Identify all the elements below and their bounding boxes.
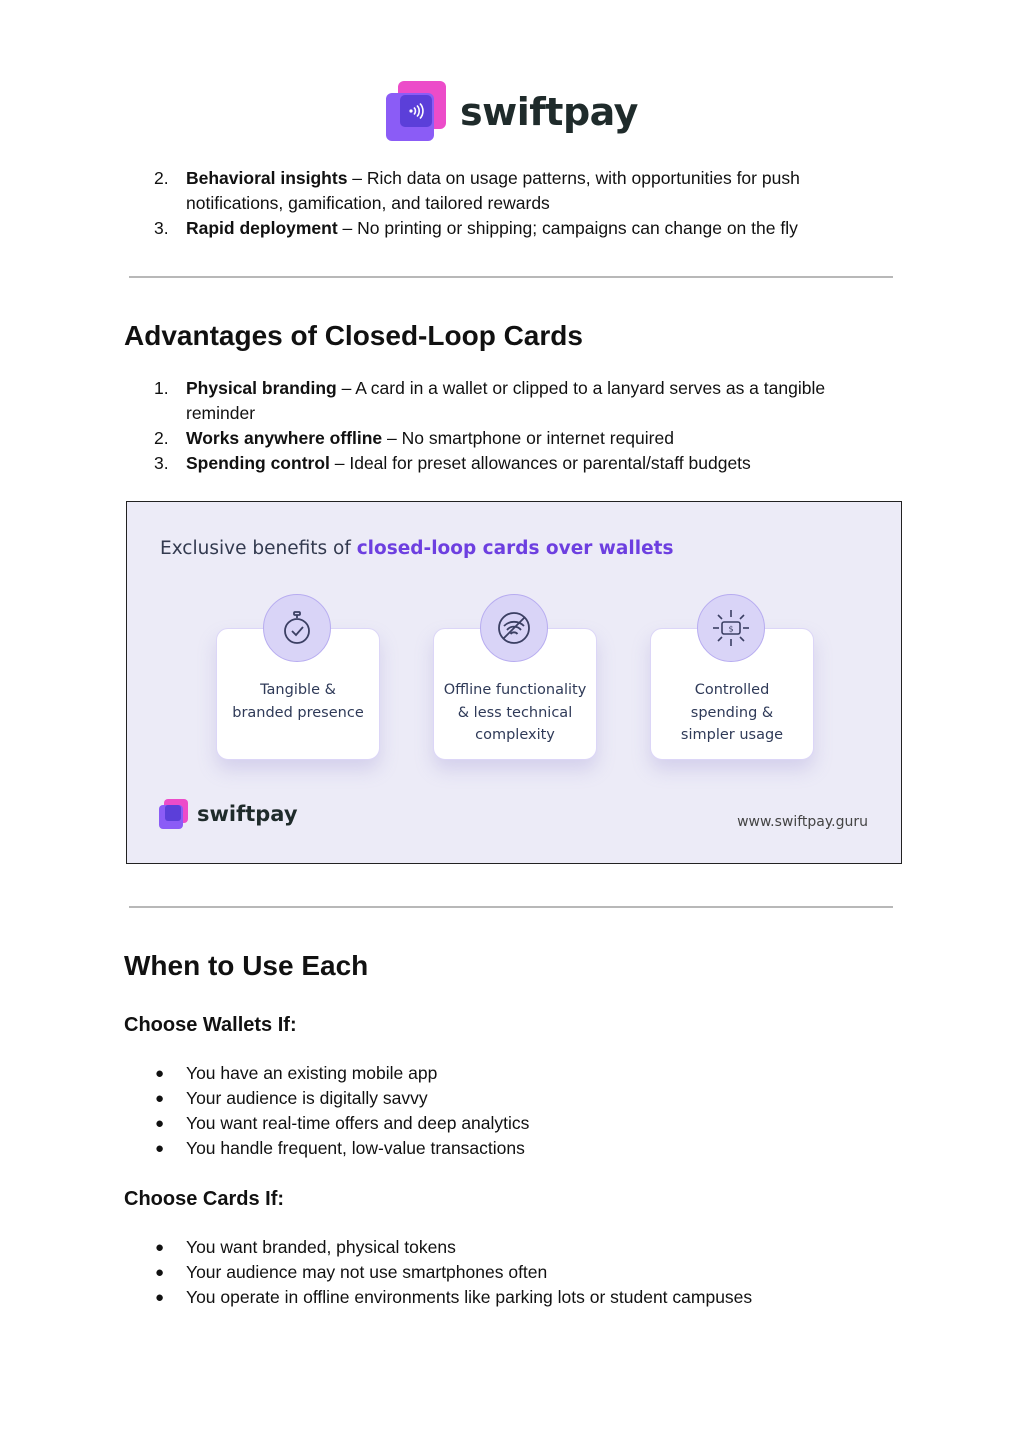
benefit-card-spending: Controlled spending & simpler usage: [650, 628, 814, 760]
list-item: ● You have an existing mobile app: [155, 1063, 438, 1083]
no-wifi-icon: [480, 594, 548, 662]
wallets-heading: Choose Wallets If:: [124, 1014, 297, 1036]
website-url: www.swiftpay.guru: [737, 814, 868, 830]
cards-heading: Choose Cards If:: [124, 1188, 285, 1210]
cards-list: [0, 1235, 892, 1310]
benefit-card-offline: Offline functionality & less technical complexity: [433, 628, 597, 760]
list-item: ● Your audience is digitally savvy: [155, 1088, 428, 1108]
benefit-card-tangible: Tangible & branded presence: [216, 628, 380, 760]
infographic-logo: swiftpay: [159, 799, 298, 829]
advantages-list: [0, 376, 1024, 476]
list-item: ● You handle frequent, low-value transactions: [155, 1138, 525, 1158]
list-item: ● You want real-time offers and deep analytics: [155, 1113, 530, 1133]
svg-text:$: $: [728, 624, 734, 634]
list-item: 1. Physical branding – A card in a wallet or clipped to a lanyard serves as a tangible reminder: [154, 378, 826, 423]
contactless-logo-icon: [386, 81, 448, 143]
list-item: ● Your audience may not use smartphones often: [155, 1262, 548, 1282]
contactless-logo-icon: [159, 799, 189, 829]
money-control-icon: [697, 594, 765, 662]
when-heading: When to Use Each: [124, 950, 369, 981]
divider: [129, 906, 893, 908]
list-item: ● You operate in offline environments like parking lots or student campuses: [155, 1287, 753, 1307]
stopwatch-icon: [263, 594, 331, 662]
list-item: 3. Spending control – Ideal for preset allowances or parental/staff budgets: [154, 453, 751, 473]
swiftpay-logo: [386, 80, 638, 144]
list-item: ● You want branded, physical tokens: [155, 1237, 456, 1257]
list-item: 2. Works anywhere offline – No smartphone or internet required: [154, 428, 674, 448]
divider: [129, 276, 893, 278]
benefits-list-continued: [0, 166, 1024, 241]
advantages-heading: Advantages of Closed-Loop Cards: [124, 320, 583, 351]
infographic-title: Exclusive benefits of closed-loop cards over wallets: [160, 538, 674, 559]
list-item: 3. Rapid deployment – No printing or shipping; campaigns can change on the fly: [154, 218, 798, 238]
wallets-list: [0, 1061, 669, 1161]
list-item: 2. Behavioral insights – Rich data on usage patterns, with opportunities for push notifications, gamification, and tailored rewards: [154, 168, 800, 213]
benefits-infographic: [126, 501, 902, 864]
brand-name: swiftpay: [460, 90, 638, 134]
